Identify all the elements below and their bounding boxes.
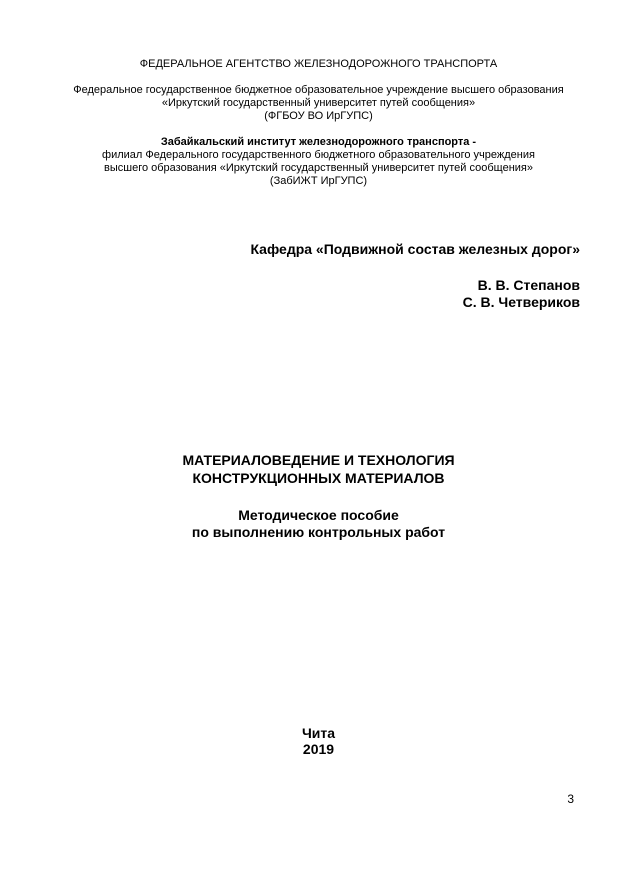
author-1: В. В. Степанов	[477, 277, 580, 293]
subtitle-line-2: по выполнению контрольных работ	[191, 524, 446, 540]
page-number: 3	[567, 792, 574, 806]
university-abbreviation: (ФГБОУ ВО ИрГУПС)	[264, 110, 373, 122]
year: 2019	[302, 741, 335, 757]
title-line-1: МАТЕРИАЛОВЕДЕНИЕ И ТЕХНОЛОГИЯ	[182, 452, 455, 468]
subtitle-line-1: Методическое пособие	[238, 507, 399, 523]
institute-line-3: высшего образования «Иркутский государственный университет путей сообщения»	[104, 162, 533, 174]
title-line-2: КОНСТРУКЦИОННЫХ МАТЕРИАЛОВ	[192, 470, 445, 486]
institute-abbreviation: (ЗабИЖТ ИрГУПС)	[269, 175, 368, 187]
institute-title: Забайкальский институт железнодорожного транспорта -	[160, 136, 477, 148]
university-name	[57, 84, 580, 123]
document-header	[57, 58, 580, 188]
main-title-block	[57, 451, 580, 541]
department-and-authors	[57, 241, 580, 311]
department-name: Кафедра «Подвижной состав железных дорог»	[250, 241, 580, 257]
institute-name	[57, 136, 580, 188]
city: Чита	[301, 725, 336, 741]
document-subtitle	[57, 507, 580, 541]
university-line-2: «Иркутский государственный университет путей сообщения»	[161, 97, 476, 109]
university-line-1: Федеральное государственное бюджетное образовательное учреждение высшего образования	[73, 84, 564, 96]
institute-line-2: филиал Федерального государственного бюджетного образовательного учреждения	[102, 149, 535, 161]
document-title	[57, 451, 580, 487]
agency-name: ФЕДЕРАЛЬНОЕ АГЕНТСТВО ЖЕЛЕЗНОДОРОЖНОГО ТРАНСПОРТА	[139, 58, 498, 70]
imprint-block	[57, 725, 580, 757]
authors-list	[57, 277, 580, 311]
author-2: С. В. Четвериков	[462, 294, 580, 310]
